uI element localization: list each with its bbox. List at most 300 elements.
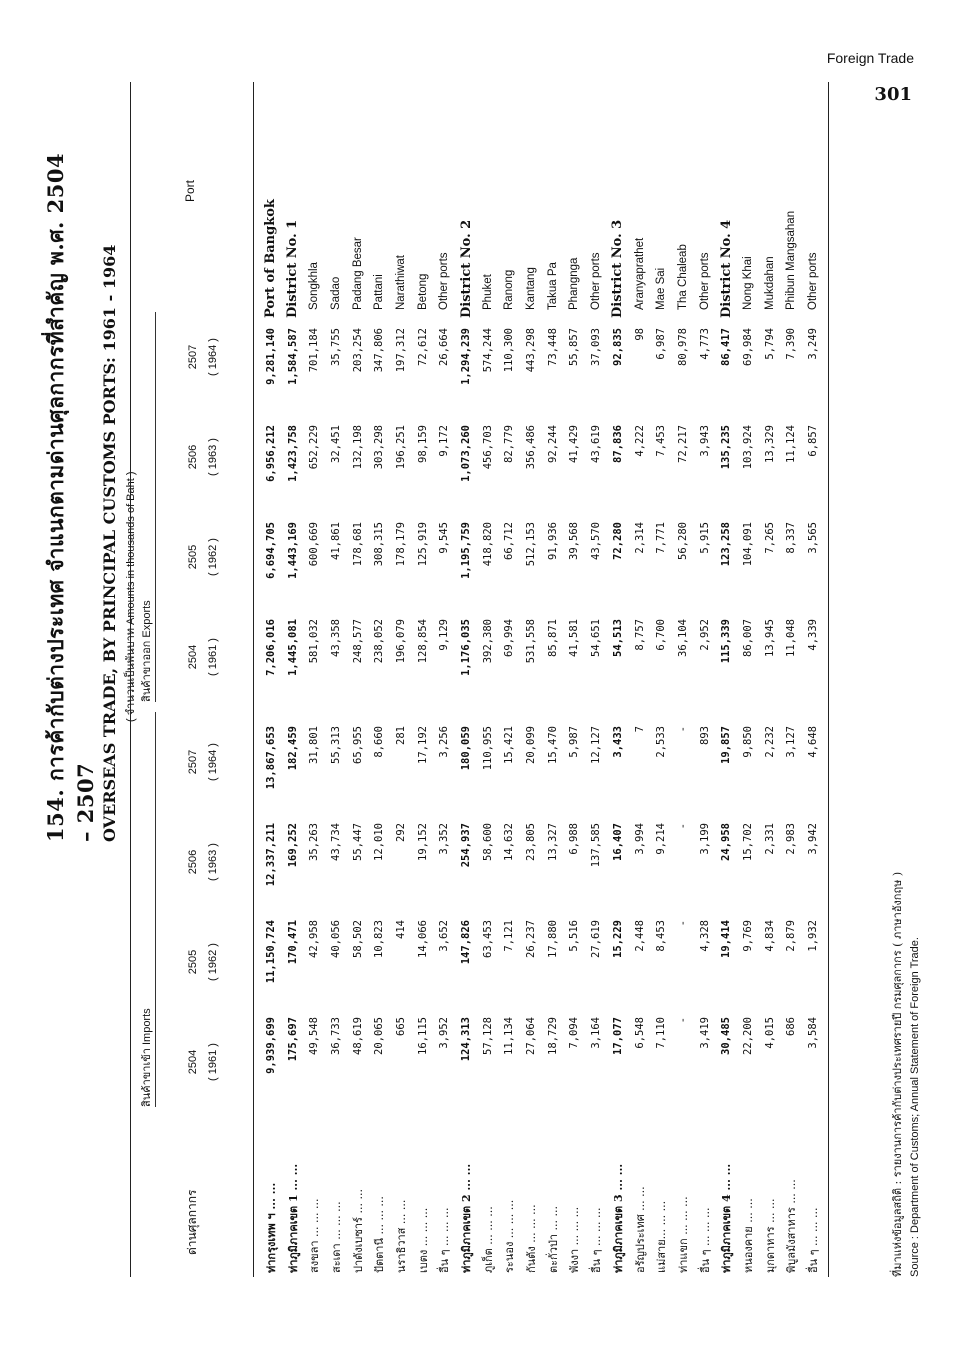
exports-rule — [155, 312, 156, 702]
exports-value: 531,558 — [525, 619, 538, 664]
table-row — [455, 82, 477, 1277]
exports-value: 574,244 — [481, 328, 494, 373]
exports-value: 196,251 — [394, 425, 407, 470]
imports-value: 58,502 — [351, 920, 364, 958]
exports-value: 5,794 — [763, 328, 776, 360]
imports-value: 17,192 — [416, 726, 429, 764]
exports-value: 13,329 — [763, 425, 776, 463]
imports-value: 63,453 — [481, 920, 494, 958]
port-name: District No. 4 — [718, 219, 734, 318]
exports-value: 26,664 — [438, 328, 451, 366]
imports-value: 137,585 — [590, 823, 603, 868]
title-thai — [40, 142, 98, 842]
imports-value: 2,232 — [763, 726, 776, 758]
customs-trade-table — [130, 82, 829, 1277]
customs-house-thai: ท่าแขก ... ... ... — [676, 1196, 690, 1273]
imports-value: 9,939,699 — [264, 1017, 277, 1074]
imports-value: 15,470 — [546, 726, 559, 764]
imports-value: 17,077 — [611, 1017, 624, 1055]
year-header-imports-2506 — [183, 817, 223, 907]
imports-value: 10,823 — [373, 920, 386, 958]
exports-value: 85,871 — [546, 619, 559, 657]
page-number: 301 — [874, 84, 912, 105]
exports-value: 39,568 — [568, 522, 581, 560]
imports-value: 3,127 — [785, 726, 798, 758]
exports-value: 1,176,035 — [460, 619, 473, 676]
port-name: Phibun Mangsahan — [785, 210, 798, 310]
customs-house-thai: มุกดาหาร ... ... — [763, 1198, 777, 1273]
exports-value: 6,694,705 — [264, 522, 277, 579]
imports-value: - — [676, 920, 689, 927]
exports-value: 701,184 — [308, 328, 321, 373]
imports-value: 182,459 — [286, 726, 299, 771]
header-port: Port — [183, 179, 197, 202]
imports-value: - — [676, 1017, 689, 1024]
table-row — [390, 82, 412, 1277]
exports-value: 115,339 — [720, 619, 733, 664]
imports-value: 55,447 — [351, 823, 364, 861]
exports-value: 69,984 — [741, 328, 754, 366]
exports-value: 347,806 — [373, 328, 386, 373]
customs-house-thai: ภูเก็ต ... ... ... — [481, 1206, 495, 1273]
exports-value: 86,007 — [741, 619, 754, 657]
port-name: Pattani — [373, 274, 386, 310]
imports-value: - — [676, 823, 689, 830]
port-name: District No. 3 — [610, 219, 626, 318]
year-ad: ( 1964 ) — [207, 743, 219, 781]
customs-house-thai: ท่าภูมิภาคเขต 3 ... ... — [611, 1163, 625, 1273]
table-row — [607, 82, 629, 1277]
imports-value: 14,632 — [503, 823, 516, 861]
port-name: Ranong — [503, 269, 516, 310]
imports-value: 7,094 — [568, 1017, 581, 1049]
customs-house-thai: หนองคาย ... ... — [741, 1198, 755, 1273]
port-name: Betong — [416, 273, 429, 310]
exports-value: 7,453 — [655, 425, 668, 457]
imports-value: 55,313 — [329, 726, 342, 764]
exports-value: 41,429 — [568, 425, 581, 463]
imports-value: 8,453 — [655, 920, 668, 952]
exports-value: 178,179 — [394, 522, 407, 567]
year-ad: ( 1962 ) — [207, 943, 219, 981]
imports-value: 12,010 — [373, 823, 386, 861]
exports-value: 91,936 — [546, 522, 559, 560]
imports-value: 27,064 — [525, 1017, 538, 1055]
imports-value: 170,471 — [286, 920, 299, 965]
exports-value: 86,417 — [720, 328, 733, 366]
exports-value: 2,952 — [698, 619, 711, 651]
exports-value: 43,619 — [590, 425, 603, 463]
exports-value: 72,280 — [611, 522, 624, 560]
imports-value: 3,994 — [633, 823, 646, 855]
exports-value: 238,052 — [373, 619, 386, 664]
exports-value: 1,195,759 — [460, 522, 473, 579]
imports-value: 40,056 — [329, 920, 342, 958]
imports-value: 18,729 — [546, 1017, 559, 1055]
exports-value: 41,861 — [329, 522, 342, 560]
year-be: 2505 — [187, 949, 199, 975]
imports-value: 9,769 — [741, 920, 754, 952]
year-be: 2504 — [187, 1049, 199, 1075]
table-row — [434, 82, 456, 1277]
exports-value: 73,448 — [546, 328, 559, 366]
exports-value: 123,258 — [720, 522, 733, 567]
header-exports: สินค้าขาออก Exports — [141, 600, 153, 702]
imports-value: 19,857 — [720, 726, 733, 764]
exports-value: 4,339 — [807, 619, 820, 651]
year-be: 2506 — [187, 849, 199, 875]
exports-value: 248,577 — [351, 619, 364, 664]
exports-value: 41,581 — [568, 619, 581, 657]
port-name: Port of Bangkok — [263, 199, 279, 318]
exports-value: 203,254 — [351, 328, 364, 373]
year-header-imports-2504 — [183, 1017, 223, 1107]
imports-value: 4,834 — [763, 920, 776, 952]
exports-value: 6,956,212 — [264, 425, 277, 482]
customs-house-thai: พิบูลมังสาหาร ... ... — [785, 1179, 799, 1273]
port-name: Songkhla — [308, 262, 321, 310]
exports-value: 4,222 — [633, 425, 646, 457]
imports-value: 24,958 — [720, 823, 733, 861]
exports-value: 600,669 — [308, 522, 321, 567]
imports-value: 281 — [394, 726, 407, 745]
customs-house-thai: นราธิวาส ... ... — [394, 1199, 408, 1273]
imports-value: 3,942 — [807, 823, 820, 855]
imports-value: 20,065 — [373, 1017, 386, 1055]
customs-house-thai: อื่น ๆ ... ... ... — [807, 1207, 821, 1273]
exports-value: 392,380 — [481, 619, 494, 664]
imports-value: 3,352 — [438, 823, 451, 855]
imports-value: 7,121 — [503, 920, 516, 952]
exports-value: 54,513 — [611, 619, 624, 657]
table-row — [412, 82, 434, 1277]
exports-value: 7,771 — [655, 522, 668, 554]
exports-value: 196,079 — [394, 619, 407, 664]
exports-value: 92,244 — [546, 425, 559, 463]
exports-value: 443,298 — [525, 328, 538, 373]
imports-value: 7 — [633, 726, 646, 733]
table-row — [499, 82, 521, 1277]
imports-value: 2,983 — [785, 823, 798, 855]
units-note: ( จำนวนเป็นพันบาท Amounts in thousands of Baht ) — [125, 471, 137, 722]
imports-value: 292 — [394, 823, 407, 842]
exports-value: 11,048 — [785, 619, 798, 657]
exports-value: 98,159 — [416, 425, 429, 463]
exports-value: 7,206,016 — [264, 619, 277, 676]
source-thai: ที่มาแห่งข้อมูลสถิติ : รายงานการค้ากับต่างประเทศรายปี กรมศุลกากร ( ภาษาอังกฤษ ) — [891, 871, 904, 1277]
imports-value: 16,115 — [416, 1017, 429, 1055]
exports-value: 55,857 — [568, 328, 581, 366]
year-header-imports-2507 — [183, 717, 223, 807]
exports-value: 132,198 — [351, 425, 364, 470]
imports-value: 49,548 — [308, 1017, 321, 1055]
port-name: Tha Chaleab — [676, 244, 689, 310]
exports-value: 43,358 — [329, 619, 342, 657]
imports-value: 36,733 — [329, 1017, 342, 1055]
exports-value: 110,300 — [503, 328, 516, 373]
exports-value: 456,703 — [481, 425, 494, 470]
table-body — [254, 82, 824, 1277]
table-row — [282, 82, 304, 1277]
port-name: District No. 2 — [458, 219, 474, 318]
table-row — [260, 82, 282, 1277]
year-ad: ( 1963 ) — [207, 843, 219, 881]
customs-house-thai: ท่าภูมิภาคเขต 4 ... ... — [720, 1163, 734, 1273]
imports-value: 7,110 — [655, 1017, 668, 1049]
year-ad: ( 1964 ) — [207, 338, 219, 376]
imports-value: 8,660 — [373, 726, 386, 758]
exports-value: 1,073,260 — [460, 425, 473, 482]
exports-value: 1,584,587 — [286, 328, 299, 385]
port-name: Padang Besar — [351, 237, 364, 310]
source-notes — [888, 872, 921, 1277]
customs-house-thai: กันตัง ... ... ... — [525, 1204, 539, 1273]
exports-value: 303,298 — [373, 425, 386, 470]
year-header-exports-2504 — [183, 612, 223, 702]
imports-value: 11,150,724 — [264, 920, 277, 984]
exports-value: 66,712 — [503, 522, 516, 560]
imports-value: 686 — [785, 1017, 798, 1036]
imports-value: 9,850 — [741, 726, 754, 758]
exports-value: 8,757 — [633, 619, 646, 651]
port-name: Other ports — [438, 252, 451, 310]
imports-value: 3,164 — [590, 1017, 603, 1049]
port-name: District No. 1 — [285, 219, 301, 318]
imports-value: 16,407 — [611, 823, 624, 861]
table-row — [564, 82, 586, 1277]
imports-value: 65,955 — [351, 726, 364, 764]
imports-value: 2,879 — [785, 920, 798, 952]
imports-value: 1,932 — [807, 920, 820, 952]
customs-house-thai: เบตง ... ... ... — [416, 1207, 430, 1273]
exports-value: 72,217 — [676, 425, 689, 463]
imports-value: 3,256 — [438, 726, 451, 758]
exports-value: 82,779 — [503, 425, 516, 463]
exports-value: 3,249 — [807, 328, 820, 360]
imports-value: 31,801 — [308, 726, 321, 764]
table-row — [585, 82, 607, 1277]
imports-value: 180,059 — [460, 726, 473, 771]
table-row — [802, 82, 824, 1277]
table-row — [650, 82, 672, 1277]
imports-value: 3,419 — [698, 1017, 711, 1049]
table-row — [629, 82, 651, 1277]
exports-value: 6,857 — [807, 425, 820, 457]
port-name: Other ports — [698, 252, 711, 310]
customs-house-thai: อรัญประเทศ ... ... — [633, 1186, 647, 1273]
imports-value: 4,648 — [807, 726, 820, 758]
exports-value: 1,445,081 — [286, 619, 299, 676]
imports-value: 23,805 — [525, 823, 538, 861]
exports-value: 6,987 — [655, 328, 668, 360]
exports-value: 13,945 — [763, 619, 776, 657]
exports-value: 98 — [633, 328, 646, 341]
year-header-imports-2505 — [183, 917, 223, 1007]
exports-value: 125,919 — [416, 522, 429, 567]
year-ad: ( 1961 ) — [207, 638, 219, 676]
port-name: Mae Sai — [655, 267, 668, 310]
imports-value: 19,414 — [720, 920, 733, 958]
port-name: Sadao — [329, 276, 342, 310]
customs-house-thai: ท่าภูมิภาคเขต 2 ... ... — [460, 1163, 474, 1273]
imports-value: 254,937 — [460, 823, 473, 868]
year-be: 2505 — [187, 544, 199, 570]
imports-rule — [155, 712, 156, 1107]
imports-value: 2,331 — [763, 823, 776, 855]
year-header-exports-2506 — [183, 412, 223, 502]
imports-value: 5,987 — [568, 726, 581, 758]
customs-house-thai: ท่าภูมิภาคเขต 1 ... ... — [286, 1163, 300, 1273]
imports-value: 42,958 — [308, 920, 321, 958]
imports-value: 147,826 — [460, 920, 473, 965]
customs-house-thai: แม่สาย... ... ... — [655, 1200, 669, 1273]
imports-value: 11,134 — [503, 1017, 516, 1055]
table-row — [477, 82, 499, 1277]
imports-value: 169,252 — [286, 823, 299, 868]
customs-house-thai: สงขลา ... ... ... — [308, 1198, 322, 1273]
customs-house-thai: สะเดา ... ... ... — [329, 1201, 343, 1273]
imports-value: 58,600 — [481, 823, 494, 861]
table-bottom-rule — [828, 82, 829, 1277]
imports-value: 27,619 — [590, 920, 603, 958]
customs-house-thai: ท่ากรุงเทพ ฯ ... ... — [264, 1182, 278, 1273]
imports-value: - — [676, 726, 689, 733]
exports-value: 56,280 — [676, 522, 689, 560]
exports-value: 35,755 — [329, 328, 342, 366]
imports-value: 4,328 — [698, 920, 711, 952]
exports-value: 135,235 — [720, 425, 733, 470]
imports-value: 414 — [394, 920, 407, 939]
imports-value: 12,127 — [590, 726, 603, 764]
exports-value: 9,129 — [438, 619, 451, 651]
exports-value: 7,265 — [763, 522, 776, 554]
running-head: Foreign Trade — [826, 50, 914, 66]
imports-value: 13,327 — [546, 823, 559, 861]
exports-value: 5,915 — [698, 522, 711, 554]
exports-value: 3,565 — [807, 522, 820, 554]
imports-value: 3,584 — [807, 1017, 820, 1049]
exports-value: 356,486 — [525, 425, 538, 470]
imports-value: 9,214 — [655, 823, 668, 855]
customs-house-thai: ปาดังเบซาร์ ... ... — [351, 1189, 365, 1273]
table-row — [303, 82, 325, 1277]
imports-value: 124,313 — [460, 1017, 473, 1062]
imports-value: 13,867,653 — [264, 726, 277, 790]
exports-value: 178,681 — [351, 522, 364, 567]
imports-value: 26,237 — [525, 920, 538, 958]
imports-value: 30,485 — [720, 1017, 733, 1055]
customs-house-thai: อื่น ๆ ... ... ... — [698, 1207, 712, 1273]
exports-value: 197,312 — [394, 328, 407, 373]
title-english: OVERSEAS TRADE, BY PRINCIPAL CUSTOMS PORTS: 1961 - 1964 — [100, 244, 119, 842]
imports-value: 3,199 — [698, 823, 711, 855]
exports-value: 92,835 — [611, 328, 624, 366]
exports-value: 128,854 — [416, 619, 429, 664]
imports-value: 3,652 — [438, 920, 451, 952]
year-header-exports-2507 — [183, 312, 223, 402]
port-name: Aranyaprathet — [633, 237, 646, 310]
table-header — [131, 82, 253, 1277]
imports-value: 12,337,211 — [264, 823, 277, 887]
exports-value: 54,651 — [590, 619, 603, 657]
year-header-exports-2505 — [183, 512, 223, 602]
exports-value: 6,700 — [655, 619, 668, 651]
imports-value: 14,066 — [416, 920, 429, 958]
exports-value: 104,091 — [741, 522, 754, 567]
title-thai-text: การค้ากับต่างประเทศ จำแนกตามด่านศุลกากรที่สำคัญ พ.ศ. 2504 – 2507 — [43, 152, 98, 842]
table-row — [672, 82, 694, 1277]
table-row — [737, 82, 759, 1277]
exports-value: 11,124 — [785, 425, 798, 463]
imports-value: 3,952 — [438, 1017, 451, 1049]
customs-house-thai: ตะกั่วป่า ... ... — [546, 1205, 560, 1273]
exports-value: 8,337 — [785, 522, 798, 554]
exports-value: 9,281,140 — [264, 328, 277, 385]
exports-value: 2,314 — [633, 522, 646, 554]
imports-value: 22,200 — [741, 1017, 754, 1055]
imports-value: 19,152 — [416, 823, 429, 861]
imports-value: 20,099 — [525, 726, 538, 764]
imports-value: 15,702 — [741, 823, 754, 861]
customs-house-thai: พังงา ... ... ... — [568, 1206, 582, 1273]
customs-house-thai: อื่น ๆ ... ... ... — [438, 1207, 452, 1273]
exports-value: 32,451 — [329, 425, 342, 463]
exports-value: 36,104 — [676, 619, 689, 657]
imports-value: 3,433 — [611, 726, 624, 758]
port-name: Nong Khai — [741, 256, 754, 310]
year-be: 2507 — [187, 344, 199, 370]
table-row — [325, 82, 347, 1277]
imports-value: 2,533 — [655, 726, 668, 758]
exports-value: 1,443,169 — [286, 522, 299, 579]
exports-value: 418,820 — [481, 522, 494, 567]
exports-value: 308,315 — [373, 522, 386, 567]
customs-house-thai: ปัตตานี ... ... ... — [373, 1196, 387, 1273]
imports-value: 6,988 — [568, 823, 581, 855]
year-ad: ( 1963 ) — [207, 438, 219, 476]
exports-value: 3,943 — [698, 425, 711, 457]
exports-value: 37,093 — [590, 328, 603, 366]
imports-value: 6,548 — [633, 1017, 646, 1049]
year-ad: ( 1962 ) — [207, 538, 219, 576]
imports-value: 15,229 — [611, 920, 624, 958]
year-be: 2504 — [187, 644, 199, 670]
exports-value: 512,153 — [525, 522, 538, 567]
exports-value: 9,545 — [438, 522, 451, 554]
year-be: 2507 — [187, 749, 199, 775]
port-name: Kantang — [525, 267, 538, 310]
port-name: Other ports — [590, 252, 603, 310]
port-name: Takua Pa — [546, 262, 559, 310]
port-name: Mukdahan — [763, 256, 776, 310]
imports-value: 2,448 — [633, 920, 646, 952]
port-name: Phuket — [481, 274, 494, 310]
imports-value: 665 — [394, 1017, 407, 1036]
imports-value: 35,263 — [308, 823, 321, 861]
imports-value: 43,734 — [329, 823, 342, 861]
exports-value: 652,229 — [308, 425, 321, 470]
customs-house-thai: ระนอง ... ... ... — [503, 1199, 517, 1273]
exports-value: 87,836 — [611, 425, 624, 463]
imports-value: 48,619 — [351, 1017, 364, 1055]
imports-value: 175,697 — [286, 1017, 299, 1062]
exports-value: 7,390 — [785, 328, 798, 360]
port-name: Phangnga — [568, 257, 581, 310]
table-row — [347, 82, 369, 1277]
exports-value: 1,294,239 — [460, 328, 473, 385]
year-ad: ( 1961 ) — [207, 1043, 219, 1081]
port-name: Other ports — [807, 252, 820, 310]
